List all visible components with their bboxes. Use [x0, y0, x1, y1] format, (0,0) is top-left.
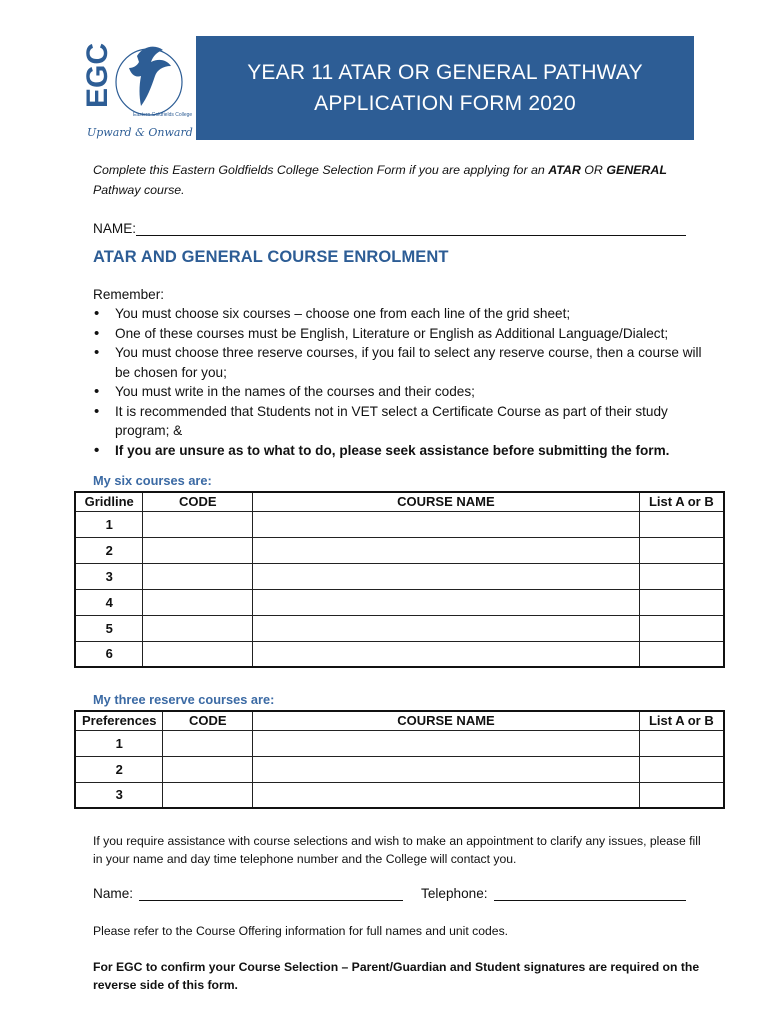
title-line-2: APPLICATION FORM 2020: [314, 92, 576, 115]
rule-item: • You must write in the names of the courses and their codes;: [93, 382, 703, 402]
col-list: List A or B: [639, 492, 724, 511]
table-row: [75, 756, 724, 782]
course-name-cell[interactable]: [253, 537, 640, 563]
course-name-cell[interactable]: [253, 511, 640, 537]
list-cell[interactable]: [639, 641, 724, 667]
col-gridline: Gridline: [75, 492, 143, 511]
remember-label: Remember:: [93, 287, 165, 302]
section-title: ATAR AND GENERAL COURSE ENROLMENT: [93, 248, 449, 266]
list-cell[interactable]: [639, 782, 724, 808]
code-cell[interactable]: [143, 563, 253, 589]
six-courses-heading: My six courses are:: [93, 473, 212, 488]
table-row: [75, 511, 724, 537]
course-name-cell[interactable]: [253, 641, 640, 667]
gridline-number: 3: [75, 563, 143, 589]
list-cell[interactable]: [639, 730, 724, 756]
col-code: CODE: [163, 711, 253, 730]
list-cell[interactable]: [639, 615, 724, 641]
col-code: CODE: [143, 492, 253, 511]
code-cell[interactable]: [163, 730, 253, 756]
student-name-field[interactable]: [93, 221, 686, 236]
confirm-text: For EGC to confirm your Course Selection – Parent/Guardian and Student signatures are required on the reverse side of this form.: [93, 960, 700, 992]
rule-item-assistance: • If you are unsure as to what to do, please seek assistance before submitting the form.: [93, 441, 703, 461]
telephone-label: Telephone:: [421, 886, 488, 901]
list-cell[interactable]: [639, 563, 724, 589]
list-cell[interactable]: [639, 537, 724, 563]
gridline-number: 2: [75, 537, 143, 563]
col-preferences: Preferences: [75, 711, 163, 730]
contact-name-field[interactable]: [139, 886, 403, 901]
reserve-courses-table: [74, 710, 725, 809]
table-header-row: [75, 711, 724, 730]
gridline-number: 5: [75, 615, 143, 641]
rule-item: • You must choose three reserve courses, if you fail to select any reserve course, then a course will be chosen for you;: [93, 343, 703, 382]
refer-text: Please refer to the Course Offering information for full names and unit codes.: [93, 924, 509, 938]
code-cell[interactable]: [143, 537, 253, 563]
col-course-name: COURSE NAME: [253, 492, 640, 511]
table-row: [75, 730, 724, 756]
assistance-text: If you require assistance with course selections and wish to make an appointment to clarify any issues, please fill in your name and day time telephone number and the College will contact you.: [93, 834, 701, 866]
table-row: [75, 563, 724, 589]
col-course-name: COURSE NAME: [253, 711, 640, 730]
rules-list: [93, 304, 703, 460]
table-row: [75, 641, 724, 667]
gridline-number: 1: [75, 511, 143, 537]
code-cell[interactable]: [143, 615, 253, 641]
title-line-1: YEAR 11 ATAR OR GENERAL PATHWAY: [247, 61, 643, 84]
table-header-row: [75, 492, 724, 511]
telephone-field[interactable]: [494, 886, 686, 901]
list-cell[interactable]: [639, 756, 724, 782]
code-cell[interactable]: [143, 641, 253, 667]
preference-number: 2: [75, 756, 163, 782]
name-underline[interactable]: [136, 221, 686, 236]
preference-number: 1: [75, 730, 163, 756]
intro-text: Complete this Eastern Goldfields College Selection Form if you are applying for an ATAR OR GENERAL Pathway course.: [93, 163, 667, 197]
rule-item: • It is recommended that Students not in VET select a Certificate Course as part of their study program; &: [93, 402, 703, 441]
code-cell[interactable]: [143, 511, 253, 537]
logo-college-name: Eastern Goldfields College: [133, 112, 193, 118]
table-row: [75, 615, 724, 641]
six-courses-table: [74, 491, 725, 668]
preference-number: 3: [75, 782, 163, 808]
gridline-number: 4: [75, 589, 143, 615]
logo-letters: EGC: [81, 42, 114, 108]
title-banner: [196, 36, 694, 140]
college-logo: [81, 36, 193, 144]
code-cell[interactable]: [143, 589, 253, 615]
code-cell[interactable]: [163, 756, 253, 782]
contact-fields: [93, 886, 686, 901]
reserve-courses-heading: My three reserve courses are:: [93, 692, 275, 707]
course-name-cell[interactable]: [253, 615, 640, 641]
logo-motto: Upward & Onward: [87, 126, 193, 139]
table-row: [75, 782, 724, 808]
table-row: [75, 589, 724, 615]
course-name-cell[interactable]: [253, 782, 640, 808]
course-name-cell[interactable]: [253, 756, 640, 782]
list-cell[interactable]: [639, 589, 724, 615]
table-row: [75, 537, 724, 563]
course-name-cell[interactable]: [253, 563, 640, 589]
course-name-cell[interactable]: [253, 730, 640, 756]
rule-item: • You must choose six courses – choose one from each line of the grid sheet;: [93, 304, 703, 324]
col-list: List A or B: [639, 711, 724, 730]
gridline-number: 6: [75, 641, 143, 667]
name-label: NAME:: [93, 221, 137, 236]
course-name-cell[interactable]: [253, 589, 640, 615]
rule-item: • One of these courses must be English, Literature or English as Additional Language/Dialect;: [93, 324, 703, 344]
list-cell[interactable]: [639, 511, 724, 537]
code-cell[interactable]: [163, 782, 253, 808]
contact-name-label: Name:: [93, 886, 134, 901]
